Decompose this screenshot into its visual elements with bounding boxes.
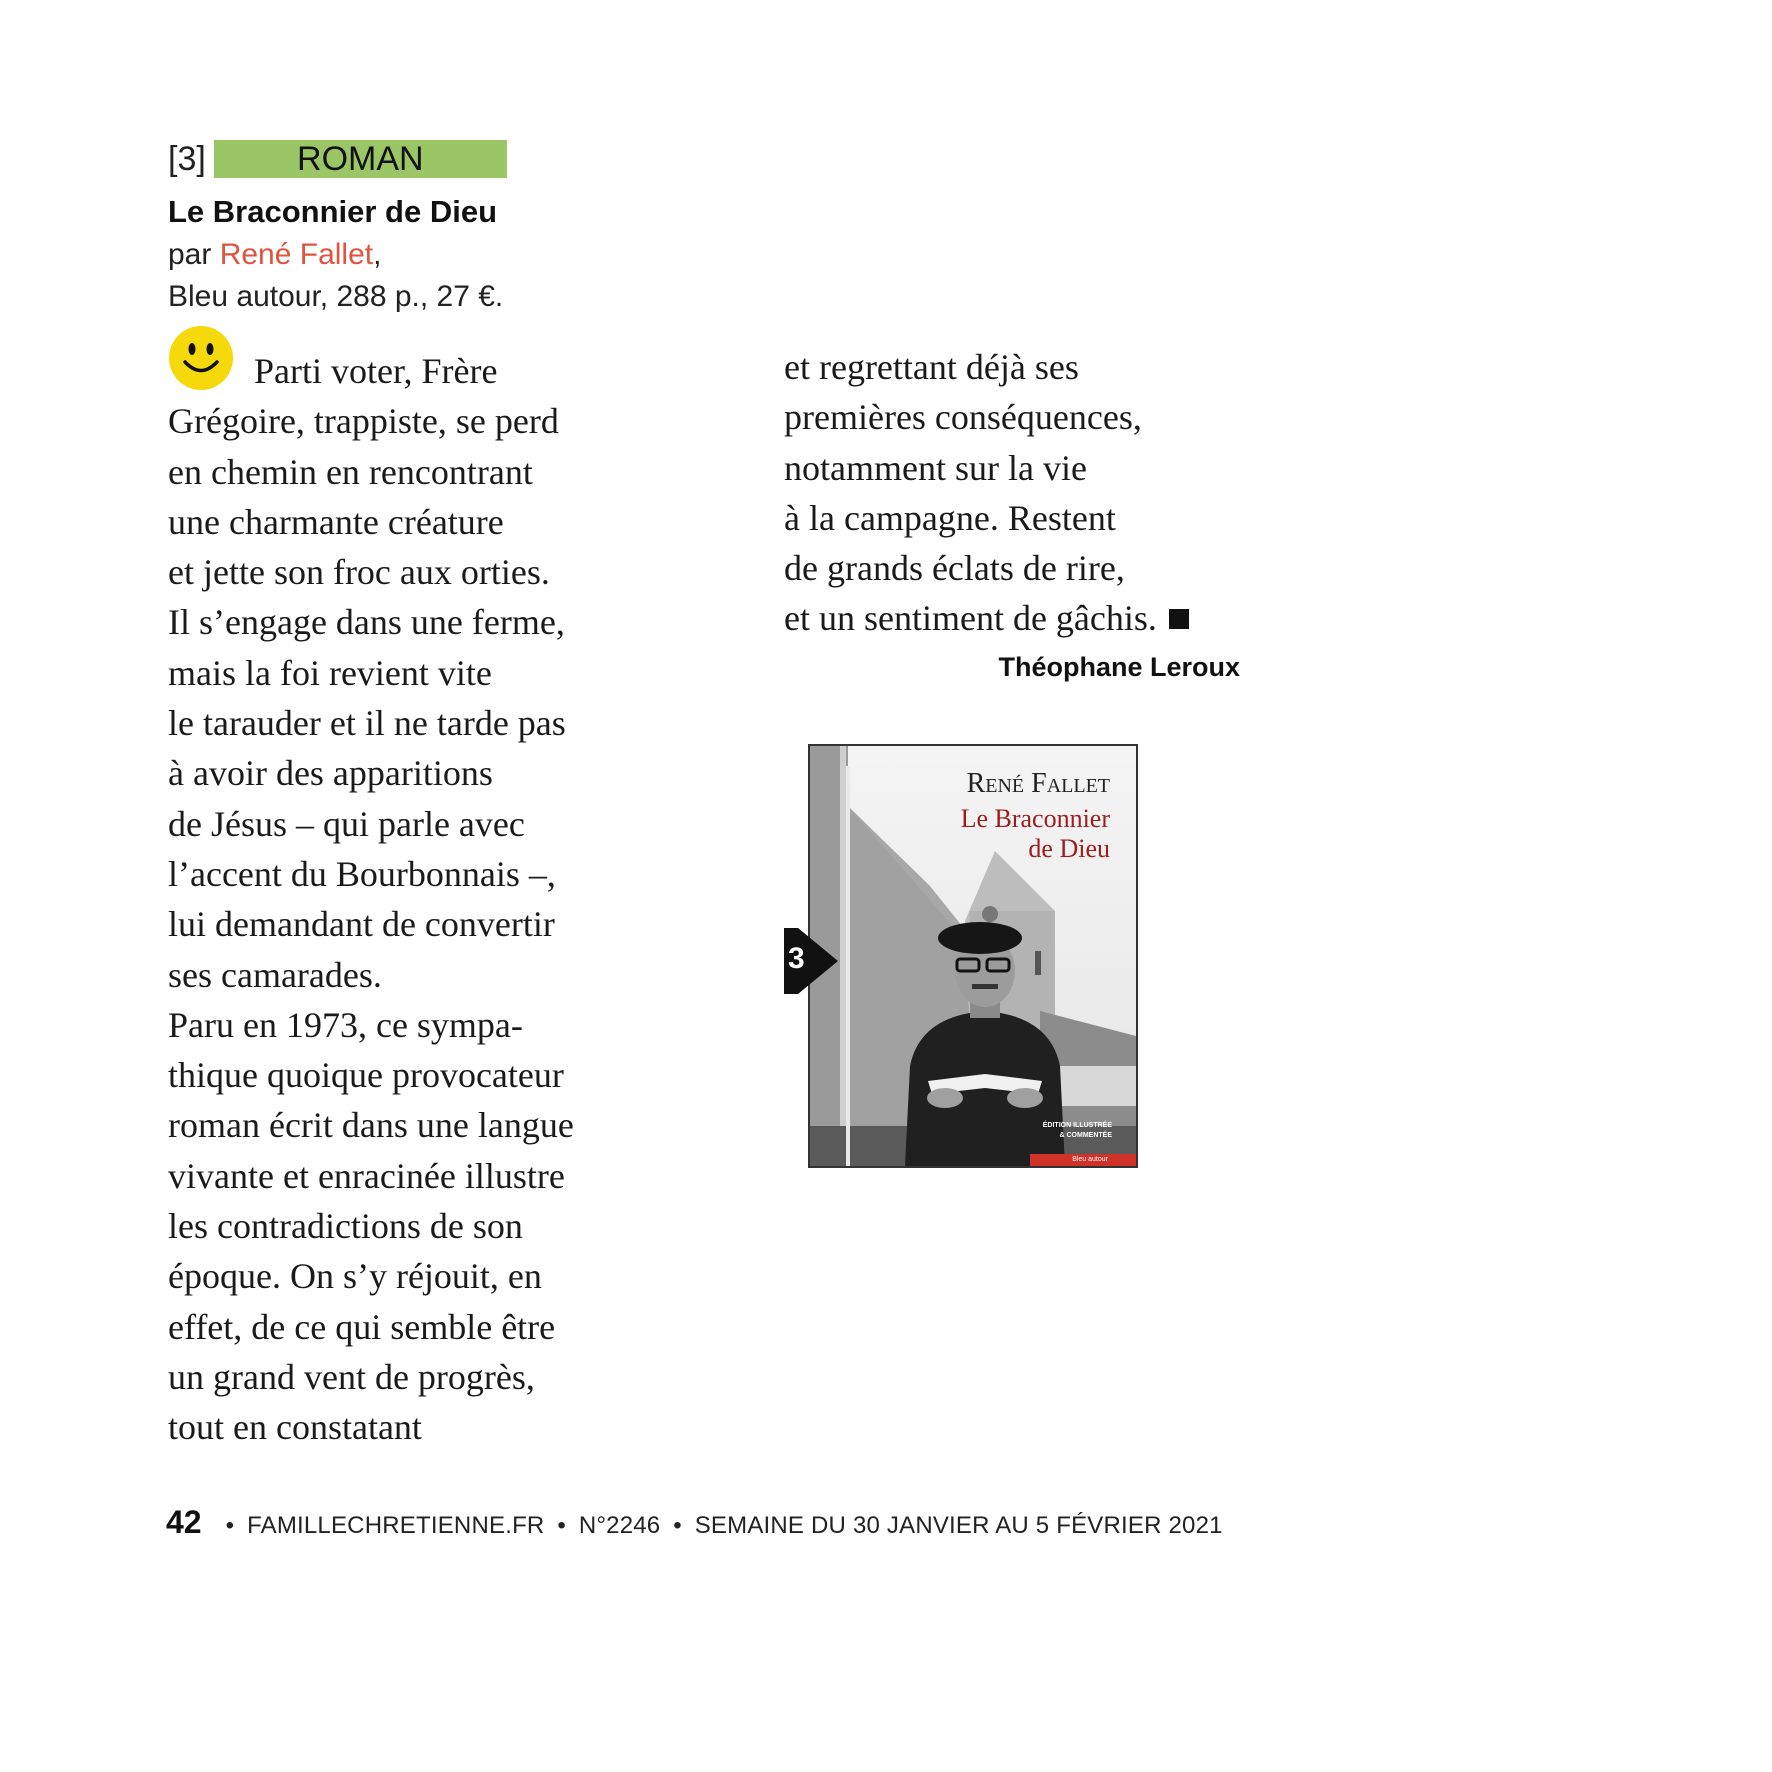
issue-week: SEMAINE DU 30 JANVIER AU 5 FÉVRIER 2021 (694, 1512, 1223, 1539)
review-column-2 (784, 342, 1189, 644)
review-number: [3] (168, 139, 206, 178)
site-name: FAMILLECHRETIENNE.FR (247, 1512, 545, 1539)
text-line: lui demandant de convertir (168, 904, 555, 945)
text-line: tout en constatant (168, 1407, 422, 1448)
text-line-last (784, 593, 1189, 643)
text-line: Paru en 1973, ce sympa- (168, 1004, 523, 1045)
rank-number: 3 (788, 942, 805, 975)
text-line: de Jésus – qui parle avec (168, 803, 525, 844)
by-prefix: par (168, 238, 220, 271)
book-cover (808, 744, 1138, 1168)
text-line: en chemin en rencontrant (168, 451, 533, 492)
text-line: à la campagne. Restent (784, 497, 1116, 538)
section-tag (168, 140, 507, 178)
rank-badge (784, 928, 838, 994)
text-line: l’accent du Bourbonnais –, (168, 853, 556, 894)
author-suffix: , (373, 238, 382, 271)
book-title: Le Braconnier de Dieu (168, 194, 498, 229)
review-column-1 (168, 346, 574, 1453)
footer-info: • FAMILLECHRETIENNE.FR • N°2246 • SEMAINE DU 30 JANVIER AU 5 FÉVRIER 2021 (225, 1512, 1223, 1539)
text-line: et regrettant déjà ses (784, 347, 1079, 387)
text-line: vivante et enracinée illustre (168, 1155, 565, 1196)
text-line: à avoir des apparitions (168, 753, 493, 794)
publisher-info: Bleu autour, 288 p., 27 €. (168, 280, 504, 313)
text-line: de grands éclats de rire, (784, 548, 1125, 589)
text-line: notamment sur la vie (784, 447, 1087, 488)
text-line: ses camarades. (168, 954, 382, 995)
cover-edition-line-2: & COMMENTÉE (1059, 1132, 1112, 1139)
text-line-content: et un sentiment de gâchis. (784, 598, 1157, 639)
text-line: effet, de ce qui semble être (168, 1306, 556, 1347)
author-name: René Fallet (219, 238, 374, 271)
cover-author: René Fallet (966, 768, 1110, 799)
text-line: thique quoique provocateur (168, 1055, 564, 1096)
cover-title-line-1: Le Braconnier (960, 804, 1110, 833)
text-line: époque. On s’y réjouit, en (168, 1256, 542, 1297)
text-line: Il s’engage dans une ferme, (168, 602, 565, 643)
text-line: les contradictions de son (168, 1206, 523, 1247)
cover-edition-line-1: ÉDITION ILLUSTRÉE (1042, 1122, 1112, 1129)
text-line: roman écrit dans une langue (168, 1105, 574, 1146)
end-of-article-square-icon (1169, 609, 1189, 629)
text-line: Parti voter, Frère (254, 351, 498, 391)
cover-title-line-2: de Dieu (1028, 834, 1110, 863)
cover-publisher: Bleu autour (1072, 1156, 1108, 1163)
reviewer-name: Théophane Leroux (998, 652, 1240, 682)
page-footer (166, 1504, 1223, 1541)
category-label: ROMAN (214, 140, 507, 178)
page-number: 42 (166, 1504, 202, 1540)
text-line: une charmante créature (168, 501, 504, 542)
text-line: un grand vent de progrès, (168, 1356, 535, 1397)
text-line: et jette son froc aux orties. (168, 552, 550, 593)
issue-number: N°2246 (578, 1512, 661, 1539)
text-line: mais la foi revient vite (168, 652, 492, 693)
text-line: le tarauder et il ne tarde pas (168, 703, 566, 744)
byline (168, 238, 381, 272)
text-line: premières conséquences, (784, 397, 1142, 438)
text-line: Grégoire, trappiste, se perd (168, 401, 559, 442)
